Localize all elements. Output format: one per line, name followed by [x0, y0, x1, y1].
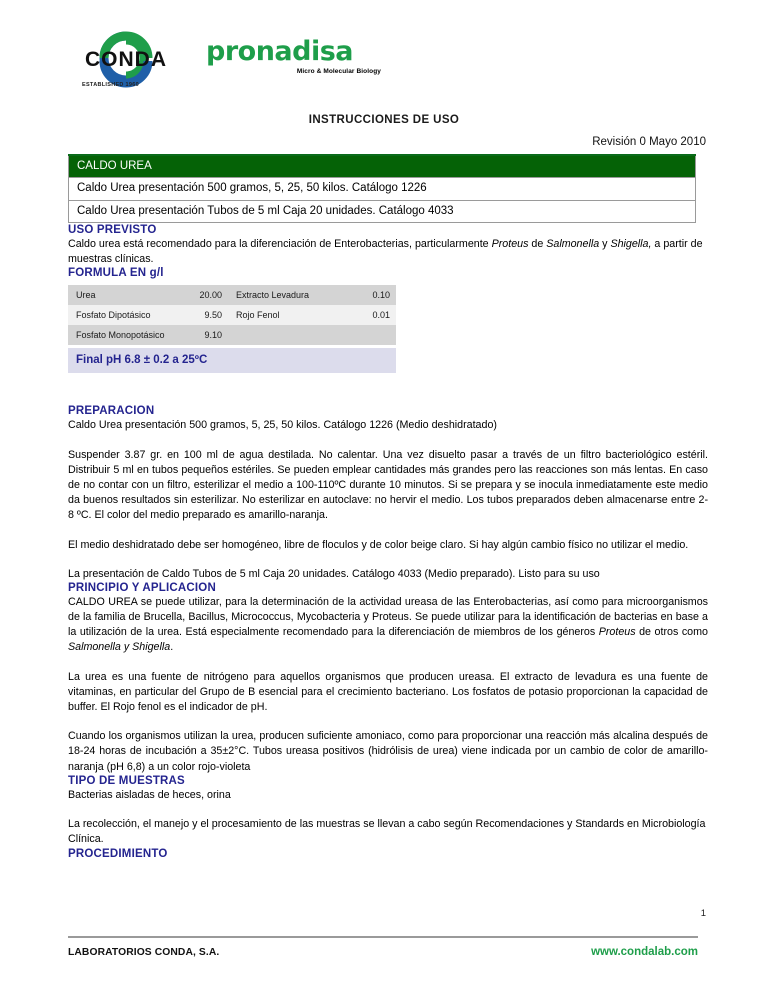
revision-label: Revisión 0 Mayo 2010: [592, 136, 706, 148]
preparacion-paragraph-2: El medio deshidratado debe ser homogéneo, libre de floculos y de color beige claro. Si hay algún cambio físico no utilizar el medio.: [68, 538, 689, 551]
ingredient-name: Extracto Levadura: [228, 285, 326, 305]
ingredient-value: 0.01: [326, 305, 396, 325]
principio-paragraph-2: La urea es una fuente de nitrógeno para aquellos organismos que producen ureasa. El extracto de levadura es una fuente de vitaminas, en particular del Grupo de B esencial para el crecimiento bacteriano. Los fosfatos de potasio proporcionan la capacidad de buffer. El Rojo fenol es el indicador de pH.: [68, 670, 708, 713]
text-fragment: y: [599, 238, 611, 250]
pronadisa-tagline: Micro & Molecular Biology: [296, 68, 381, 75]
tipo-muestras-paragraph: La recolección, el manejo y el procesamiento de las muestras se llevan a cabo según Recomendaciones y Standards en Microbiología Clínica.: [68, 817, 706, 846]
text-fragment: a partir de muestras clínicas.: [68, 238, 703, 266]
formula-table: [68, 285, 396, 345]
text-fragment: Caldo urea está recomendado para la diferenciación de Enterobacterias, particularmente: [68, 238, 492, 250]
text-fragment: de: [528, 238, 547, 250]
ingredient-name: Fosfato Dipotásico: [68, 305, 172, 325]
ingredient-value: 9.10: [172, 325, 228, 345]
text-fragment: de otros como: [635, 626, 708, 639]
formula-table-wrapper: [68, 285, 396, 373]
page-title: INSTRUCCIONES DE USO: [308, 114, 460, 126]
pronadisa-logo: [206, 38, 436, 75]
italic-species: Salmonella: [546, 238, 600, 250]
principio-paragraph-1: [68, 595, 708, 656]
conda-logo: [68, 30, 184, 92]
preparacion-paragraph-3: La presentación de Caldo Tubos de 5 ml Caja 20 unidades. Catálogo 4033 (Medio preparado). Listo para su uso: [68, 567, 600, 580]
product-info-table: [68, 156, 696, 223]
ingredient-name: Urea: [68, 285, 172, 305]
italic-species: Salmonella y Shigella: [68, 641, 171, 654]
italic-species: Proteus: [598, 626, 636, 639]
table-row: Caldo Urea presentación 500 gramos, 5, 25, 50 kilos. Catálogo 1226: [69, 177, 695, 199]
table-row: [68, 325, 396, 345]
ingredient-value: 20.00: [172, 285, 228, 305]
final-ph-note: Final pH 6.8 ± 0.2 a 25ºC: [68, 348, 396, 373]
table-row: [68, 305, 396, 325]
preparacion-paragraph-1: Suspender 3.87 gr. en 100 ml de agua destilada. No calentar. Una vez disuelto pasar a través de un filtro bacteriológico estéril. Distribuir 5 ml en tubos pequeños estériles. Se pueden emplear cantidades más grandes pero las reacciones son más lentas. En caso de no contar con un filtro, esterilizar el medio a 100-110ºC durante 10 minutos. Si se prepara y se inocula inmediatamente este medio da buenos resultados sin esterilizar. No esterilizar en autoclave: no hervir el medio. Los tubos preparados deben almacenarse entre 2-8 ºC. El color del medio preparado es amarillo-naranja.: [68, 448, 708, 522]
italic-species: Proteus: [491, 238, 529, 250]
section-heading-tipo-muestras: TIPO DE MUESTRAS: [68, 774, 185, 787]
page-footer: [68, 946, 698, 958]
section-heading-procedimiento: PROCEDIMIENTO: [68, 848, 168, 861]
text-fragment: .: [170, 641, 174, 654]
empty-cell: [326, 325, 396, 345]
footer-company-name: LABORATORIOS CONDA, S.A.: [68, 947, 220, 958]
tipo-muestras-line: Bacterias aisladas de heces, orina: [68, 788, 231, 801]
ingredient-value: 0.10: [326, 285, 396, 305]
text-fragment: CALDO UREA se puede utilizar, para la determinación de la actividad ureasa de las Enterobacterias, así como para microorganismos de la familia de Brucella, Bacillus, Micrococcus, Mycobacteria y Proteus. Se puede utilizar para la identificación de bacterias en base a la utilización de la urea. Está especialmente recomendado para la diferenciación de miembros de los géneros: [68, 595, 708, 639]
ingredient-name: Rojo Fenol: [228, 305, 326, 325]
italic-species: Shigella,: [610, 238, 652, 250]
page-number: 1: [700, 908, 706, 919]
ingredient-name: Fosfato Monopotásico: [68, 325, 172, 345]
document-content: [68, 224, 708, 861]
principio-paragraph-3: Cuando los organismos utilizan la urea, producen suficiente amoniaco, como para proporcionar una reacción más alcalina después de 18-24 horas de incubación a 35±2°C. Tubos ureasa positivos (hidrólisis de urea) viene indicada por un cambio de color de amarillo-naranja (pH 6,8) a un color rojo-violeta: [68, 730, 708, 773]
product-name-header: CALDO UREA: [69, 156, 695, 177]
masthead: [68, 30, 708, 100]
svg-text:CONDA: CONDA: [85, 48, 167, 71]
uso-previsto-paragraph: [68, 237, 708, 267]
pronadisa-wordmark: pronadisa: [206, 36, 354, 67]
empty-cell: [228, 325, 326, 345]
conda-established-text: ESTABLISHED 1960: [82, 82, 139, 88]
section-heading-uso-previsto: USO PREVISTO: [68, 224, 157, 236]
section-heading-preparacion: PREPARACION: [68, 405, 155, 418]
ingredient-value: 9.50: [172, 305, 228, 325]
section-heading-principio: PRINCIPIO Y APLICACION: [68, 581, 216, 594]
table-row: [68, 285, 396, 305]
preparacion-subtitle: Caldo Urea presentación 500 gramos, 5, 25, 50 kilos. Catálogo 1226 (Medio deshidratado): [68, 419, 497, 432]
table-row: Caldo Urea presentación Tubos de 5 ml Caja 20 unidades. Catálogo 4033: [69, 200, 695, 222]
footer-website-link[interactable]: www.condalab.com: [591, 946, 698, 958]
footer-divider: [68, 936, 698, 938]
section-heading-formula: FORMULA EN g/l: [68, 267, 164, 280]
